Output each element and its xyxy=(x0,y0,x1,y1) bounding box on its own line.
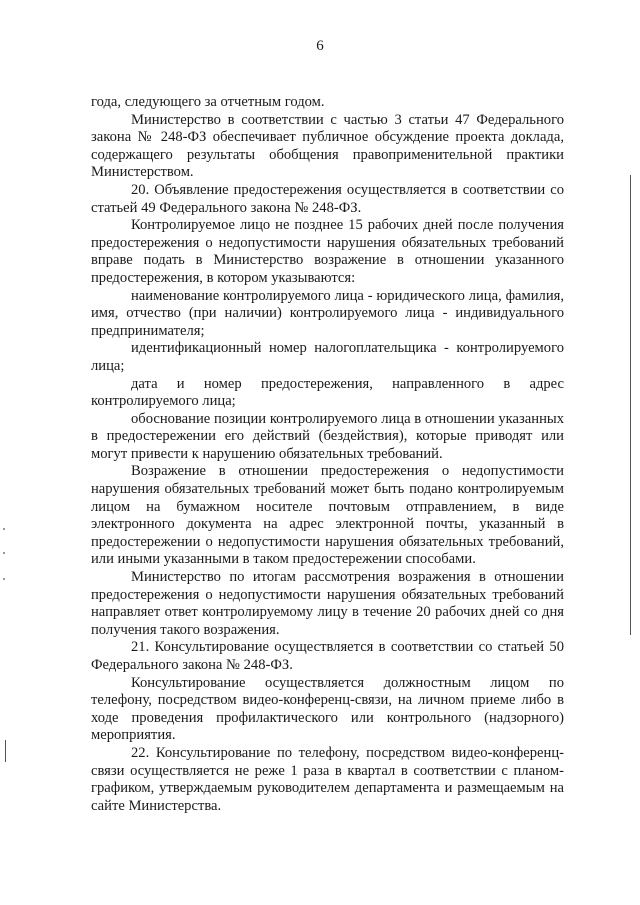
paragraph: года, следующего за отчетным годом. xyxy=(91,94,325,110)
paragraph: идентификационный номер налогоплательщика - контролируемого лица; xyxy=(91,340,564,374)
scan-dot xyxy=(3,552,5,554)
page-number: 6 xyxy=(316,38,324,54)
paragraph: Министерство в соответствии с частью 3 статьи 47 Федерального закона № 248-ФЗ обеспечивает публичное обсуждение проекта доклада, содержащего результаты обобщения правоприменительной практики Министерством. xyxy=(91,111,564,181)
paragraph: наименование контролируемого лица - юридического лица, фамилия, имя, отчество (при наличии) контролируемого лица - индивидуального предпринимателя; xyxy=(91,287,564,339)
paragraph: дата и номер предостережения, направленного в адрес контролируемого лица; xyxy=(91,375,564,410)
paragraph: 22. Консультирование по телефону, посредством видео-конференц-связи осуществляется не реже 1 раза в квартал в соответствии с планом-графиком, утверждаемым руководителем департамента и размещаемым на сайте Министерства. xyxy=(91,744,564,814)
paragraph: Консультирование осуществляется должностным лицом по телефону, посредством видео-конференц-связи, на личном приеме либо в ходе проведения профилактического или контрольного (надзорного) мероприятия. xyxy=(91,674,564,744)
scan-dot xyxy=(3,528,5,530)
paragraph: Контролируемое лицо не позднее 15 рабочих дней после получения предостережения о недопустимости нарушения обязательных требований вправе подать в Министерство возражение в отношении указанного предостережения, в котором указываются: xyxy=(91,217,564,286)
paragraph: 21. Консультирование осуществляется в соответствии со статьей 50 Федерального закона № 248-ФЗ. xyxy=(91,639,564,673)
paragraph: Возражение в отношении предостережения о недопустимости нарушения обязательных требований может быть подано контролируемым лицом на бумажном носителе почтовым отправлением, в виде электронного документа на адрес электронной почты, указанный в предостережении о недопустимости нарушения обязательных требований, или иными указанными в таком предостережении способами. xyxy=(91,463,564,568)
paragraph: обоснование позиции контролируемого лица в отношении указанных в предостережении его действий (бездействия), которые приводят или могут привести к нарушению обязательных требований. xyxy=(91,410,564,462)
paragraph: 20. Объявление предостережения осуществляется в соответствии со статьей 49 Федерального закона № 248-ФЗ. xyxy=(91,181,564,216)
paragraph: Министерство по итогам рассмотрения возражения в отношении предостережения о недопустимости нарушения обязательных требований направляет ответ контролируемому лицу в течение 20 рабочих дней со дня получения такого возражения. xyxy=(91,569,564,638)
scan-margin-line-left xyxy=(5,740,6,762)
scan-margin-line-right xyxy=(630,175,631,635)
scan-dot xyxy=(3,578,5,580)
document-body xyxy=(91,94,564,815)
